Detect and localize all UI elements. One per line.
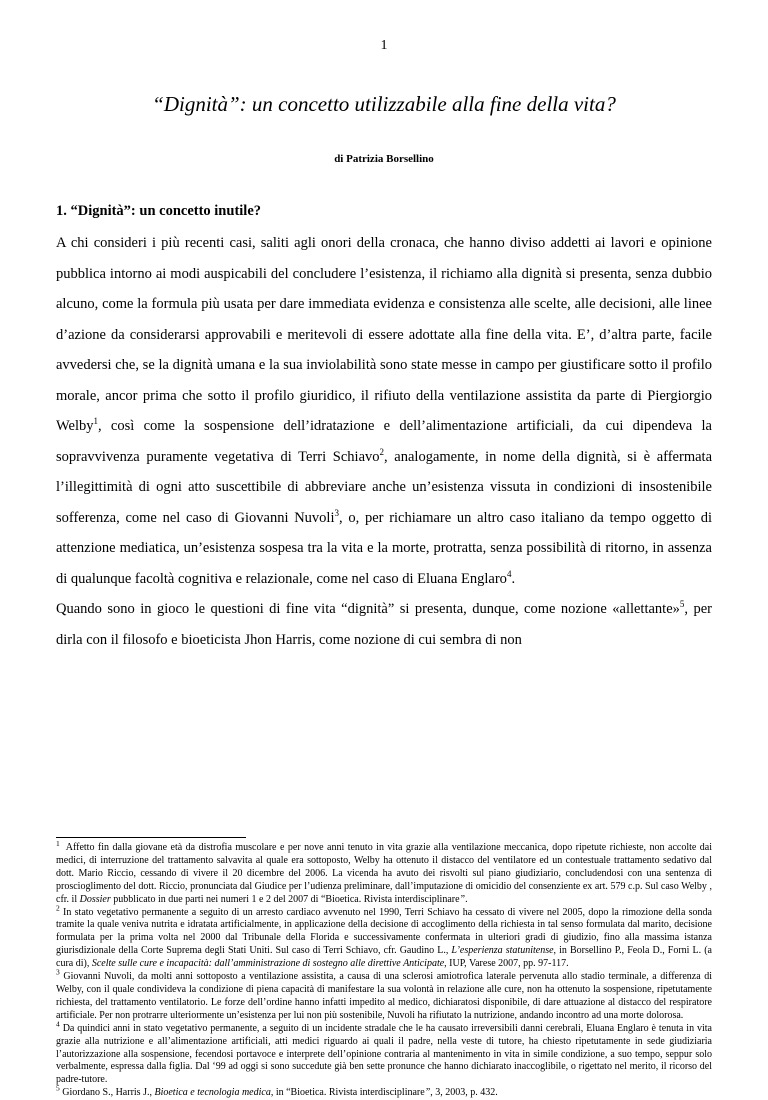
paragraph-1 [56, 228, 712, 594]
footnote-text: Affetto fin dalla giovane età da distrofia muscolare e per nove anni tenuto in vita grazie alla ventilazione meccanica, dopo ripetute richieste, non accolte dai medici, di interruzione del trattamento salvavita al quale era sottoposto, Welby ha ottenuto il distacco del ventilatore ed un contestuale trattamento sedativo dal dott. Mario Riccio, cessando di vivere il 20 dicembre del 2006. La vicenda ha avuto dei risvolti sul piano giudiziario, concludendosi con una sentenza di proscioglimento del dott. Riccio, pronunciata dal Giudice per l’udienza preliminare, dall’imputazione di omicidio del consenziente ex art. 579 c.p. Sul caso Welby , cfr. il [56, 842, 712, 905]
section-heading: 1. “Dignità”: un concetto inutile? [56, 203, 262, 219]
footnote-text: In stato vegetativo permanente a seguito di un arresto cardiaco avvenuto nel 1990, Terri Schiavo ha cessato di vivere nel 2005, dopo la rimozione della sonda tramite la quale veniva nutrita e idratata artificialmente, in applicazione della decisione di accoglimento della richiesta in tal senso formulata dal marito, decisione formulata per la prima volta nel 2000 dal Tribunale della Florida e successivamente confermata in ulteriori gradi di giudizio, fino alla massima istanza giurisdizionale della Corte Suprema degli Stati Uniti. Sul caso di Terri Schiavo, cfr. Gaudino L., [56, 906, 712, 957]
text-run: . [511, 570, 516, 587]
footnote-text: , in “Bioetica. Rivista interdisciplinare [270, 1087, 425, 1099]
footnote-mark: 4 [56, 1019, 60, 1029]
text-run: , analogamente, in nome della dignità, si è affermata l’illegittimità di ogni atto suscettibile di abbreviare anche un’esistenza vissuta in condizioni di insostenibile sofferenza, come nel caso di Giovanni Nuvoli [56, 448, 712, 526]
footnote-mark: 1 [56, 838, 60, 848]
footnote-text: Giordano S., Harris J., [62, 1087, 155, 1099]
footnote-italic: Scelte sulle cure e incapacità: dall’amministrazione di sostegno alle direttive Anticipate [91, 958, 445, 970]
footnote-text: . [465, 893, 468, 905]
footnote-text: , IUP, Varese 2007, pp. 97-117. [444, 958, 569, 970]
author-line: di Patrizia Borsellino [334, 153, 434, 165]
footnote-ref-5[interactable]: 5 [679, 599, 685, 610]
footnote-mark: 3 [56, 967, 60, 977]
footnote-text: , 3, 2003, p. 432. [430, 1087, 498, 1099]
document-title: “Dignità”: un concetto utilizzabile alla fine della vita? [152, 92, 616, 116]
footnote-text: pubblicato in due parti nei numeri 1 e 2 del 2007 di “Bioetica. Rivista interdisciplinare [110, 893, 460, 905]
text-run: , così come la sospensione dell’idratazione e dell’alimentazione artificiali, da cui dipendeva la sopravvivenza puramente vegetativa di Terri Schiavo [56, 418, 712, 465]
footnote-italic: ” [459, 893, 466, 905]
body-text [56, 228, 712, 655]
footnote-ref-1[interactable]: 1 [93, 416, 98, 427]
footnotes [56, 838, 712, 1100]
paragraph-2 [56, 594, 712, 655]
text-run: , o, per richiamare un altro caso italiano da tempo oggetto di attenzione mediatica, un’esistenza sospesa tra la vita e la morte, protratta, senza possibilità di ritorno, in assenza di qualunque facoltà cognitiva e relazionale, come nel caso di Eluana Englaro [56, 509, 712, 587]
text-run: , per dirla con il filosofo e bioeticista Jhon Harris, come nozione di cui sembra di non [56, 601, 713, 648]
text-run: A chi consideri i più recenti casi, saliti agli onori della cronaca, che hanno diviso addetti ai lavori e opinione pubblica intorno ai modi auspicabili del concludere l’esistenza, il richiamo alla dignità si presenta, senza dubbio alcuno, come la formula più usata per dare immediata evidenza e consistenza alle scelte, alle decisioni, alle linee d’azione da considerarsi approvabili e meritevoli di essere adottate alla fine della vita. E’, d’altra parte, facile avvedersi che, se la dignità umana e la sua inviolabilità sono state messe in campo per giustificare sotto il profilo morale, ancor prima che sotto il profilo giuridico, il rifiuto della ventilazione assistita da parte di Piergiorgio Welby [56, 235, 712, 434]
footnote-italic: Dossier [79, 893, 111, 905]
footnote-text: , in Borsellino P., Feola D., Forni L. (a cura di), [56, 945, 712, 970]
footnote-italic: ” [424, 1087, 431, 1099]
footnote-text: Giovanni Nuvoli, da molti anni sottoposto a ventilazione assistita, a causa di una sclerosi amiotrofica laterale pervenuta allo stadio terminale, a differenza di Welby, con il quale condivideva la condizione di piena capacità di manifestare la sua volontà in relazione alle cure, non ha ottenuto la sospensione, ripetutamente richiesta, del trattamento ventilatorio. Le forze dell’ordine hanno infatti impedito al medico, dichiaratosi disponibile, di dare attuazione al distacco del respiratore artificiale. Per non protrarre ulteriormente un’esistenza per lui non più sostenibile, Nuvoli ha rifiutato la nutrizione, andando incontro ad una morte dolorosa. [56, 971, 712, 1021]
footnote-mark: 5 [56, 1083, 60, 1093]
footnote-ref-3[interactable]: 3 [334, 507, 339, 518]
footnote-5 [56, 1083, 712, 1100]
footnote-italic: L’esperienza statunitense [451, 945, 554, 957]
footnote-italic: Bioetica e tecnologia medica [154, 1087, 271, 1099]
footnote-1 [56, 838, 712, 907]
footnote-4 [56, 1019, 712, 1088]
text-run: Quando sono in gioco le questioni di fine vita “dignità” si presenta, dunque, come nozione «allettante» [56, 601, 680, 617]
footnote-3 [56, 967, 712, 1023]
footnote-ref-2[interactable]: 2 [379, 446, 385, 457]
footnote-separator [56, 837, 246, 838]
footnote-2 [56, 903, 712, 972]
footnote-mark: 2 [56, 903, 60, 913]
footnote-ref-4[interactable]: 4 [506, 568, 512, 579]
footnote-text: Da quindici anni in stato vegetativo permanente, a seguito di un incidente stradale che le ha causato irreversibili danni cerebrali, Eluana Englaro è tenuta in vita grazie alla nutrizione e all’alimentazione artificiali, atti medici riguardo ai quali il padre, nella veste di tutore, ha chiesto ripetutamente in sede giudiziaria l’autorizzazione alla sospensione, fecendosi portavoce e interprete dell’opinione contraria al mantenimento in vita in simile condizione, a suo tempo, seppur solo verbalmente, espressa dalla figlia. Dal ‘99 ad oggi si sono succedute già ben sette pronunce che hanno dichiarato inaccoglibile, o rigettato nel merito, il ricorso del padre-tutore. [56, 1022, 712, 1086]
page-number: 1 [380, 38, 388, 53]
